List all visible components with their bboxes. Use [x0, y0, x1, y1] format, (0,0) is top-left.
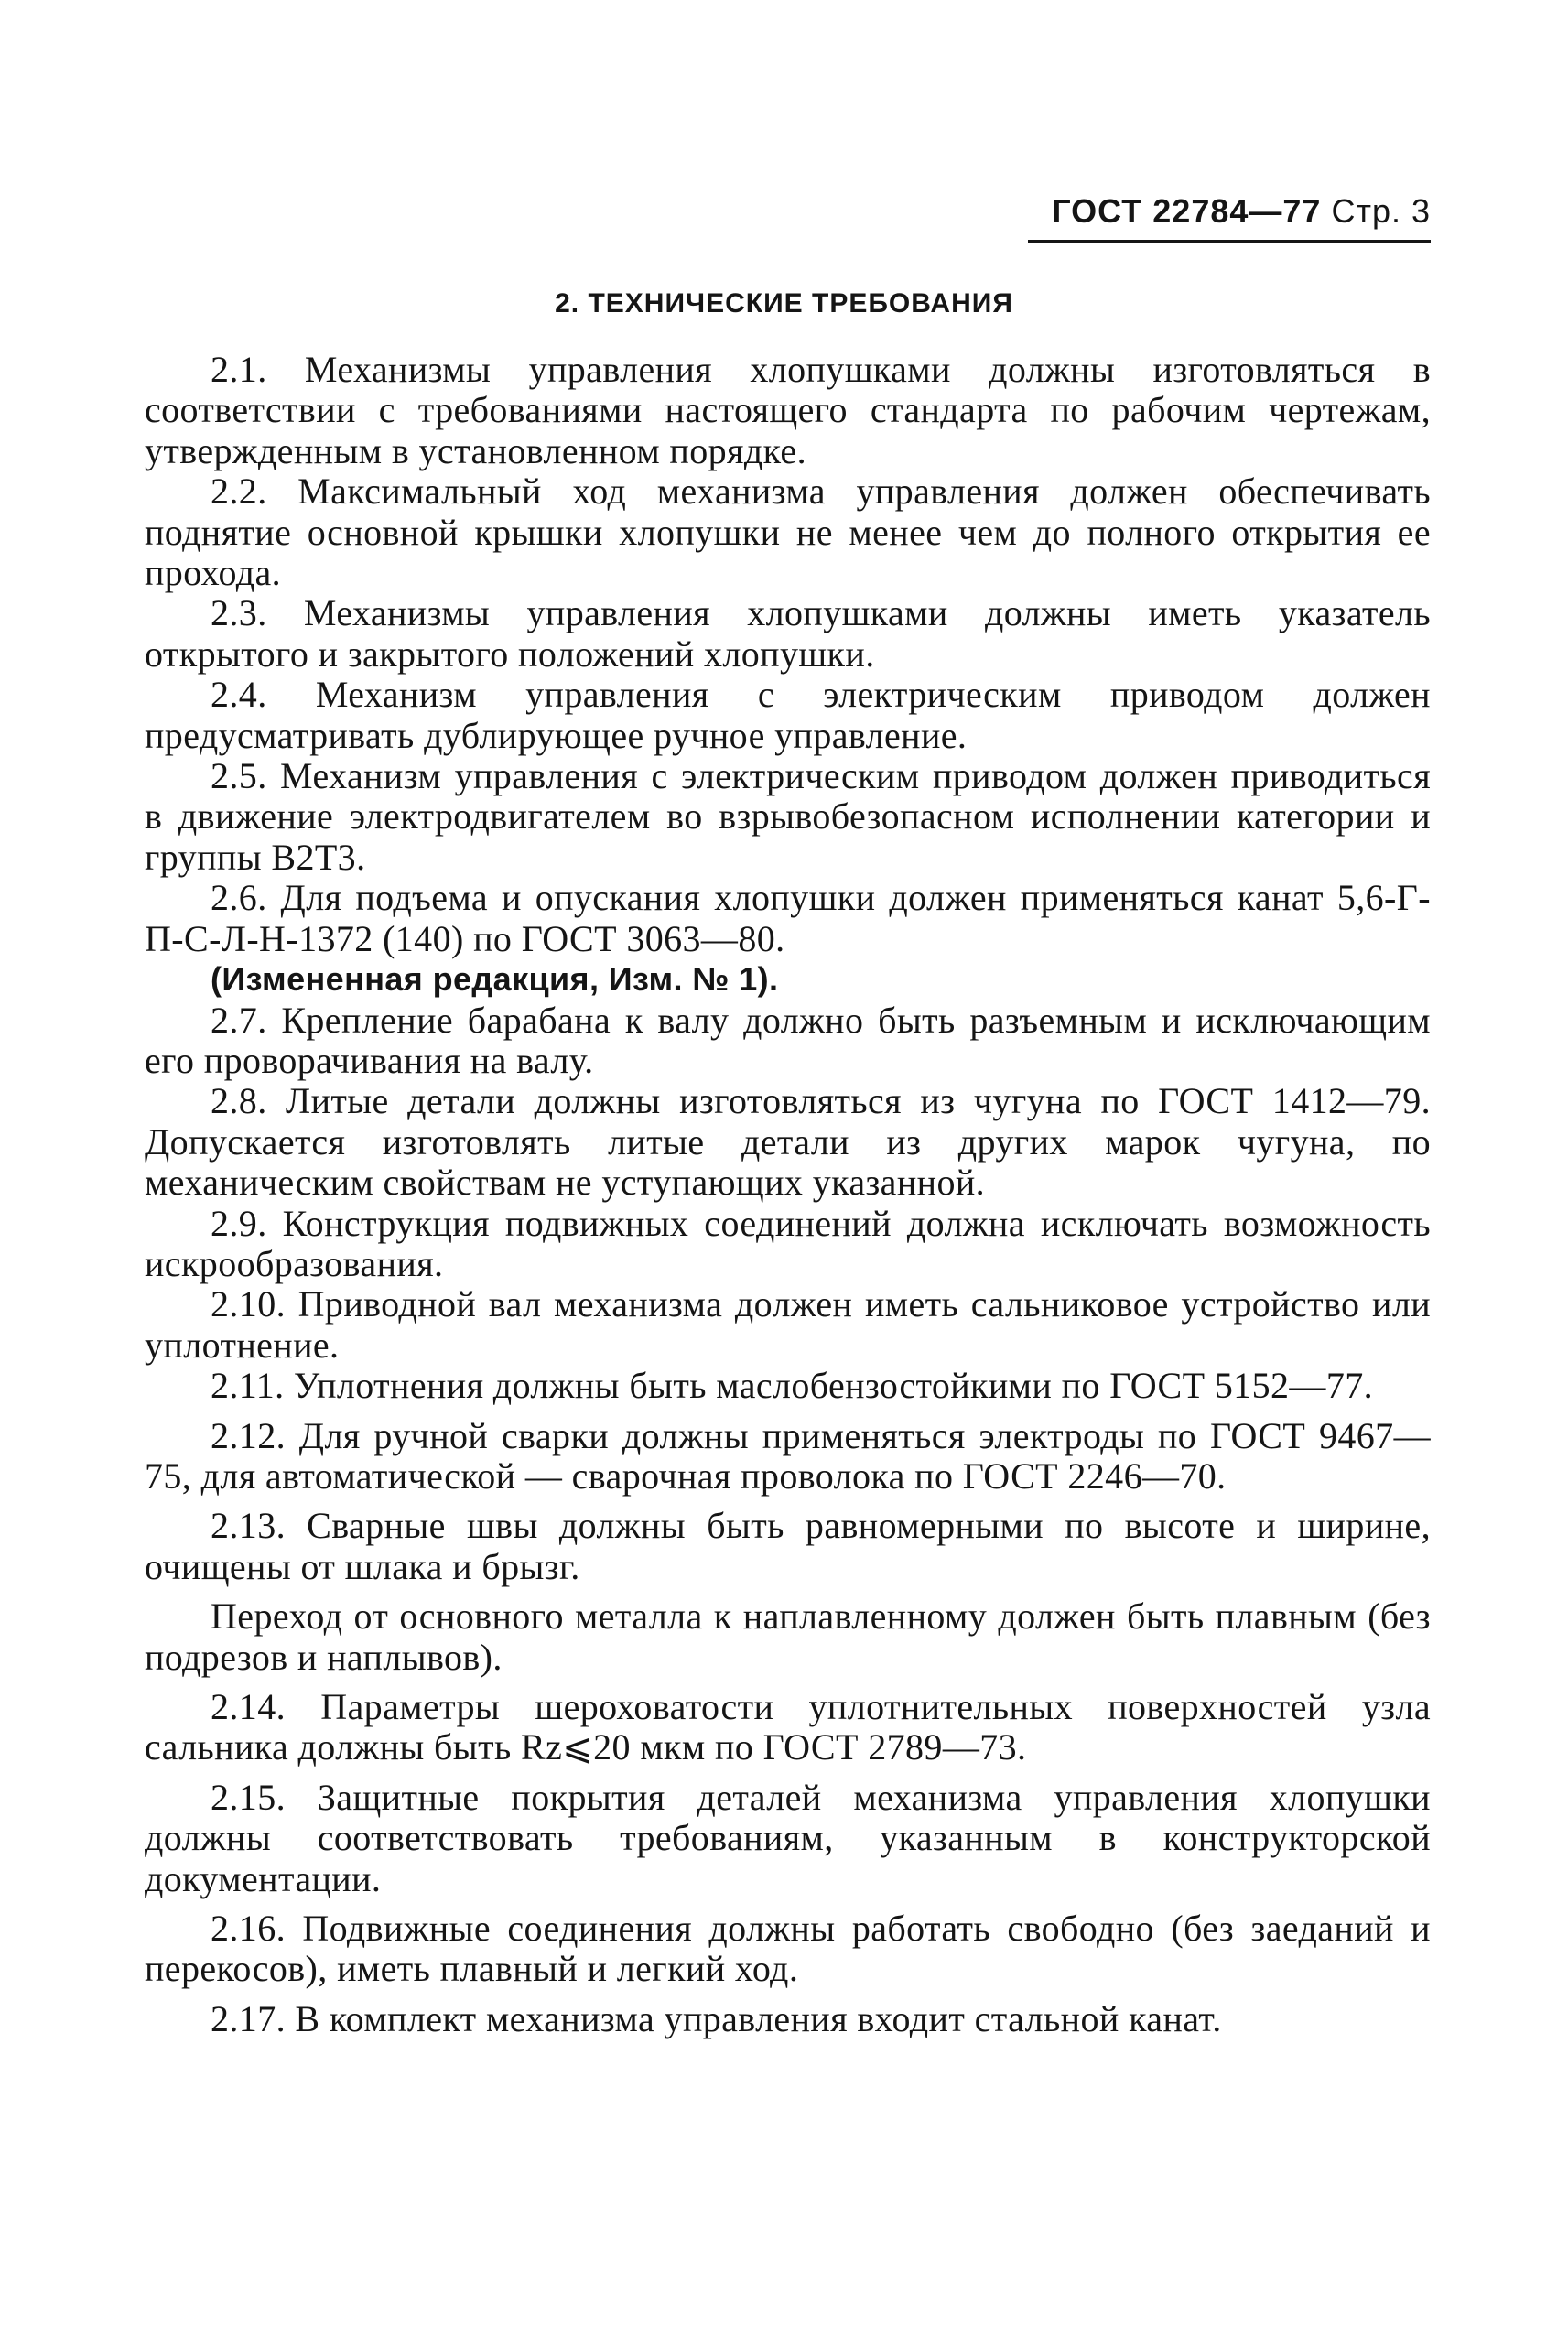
amendment-note: (Измененная редакция, Изм. № 1). [211, 960, 779, 999]
section-title: 2. ТЕХНИЧЕСКИЕ ТРЕБОВАНИЯ [555, 288, 1013, 319]
paragraph-2-13-continued: Переход от основного металла к наплавленному должен быть плавным (без подрезов и наплывов). [145, 1595, 1431, 1678]
paragraph-2-9: 2.9. Конструкция подвижных соединений должна исключать возможность искрообразования. [145, 1202, 1431, 1284]
section-body [145, 350, 1431, 2039]
paragraph-2-13: 2.13. Сварные швы должны быть равномерными по высоте и ширине, очищены от шлака и брызг. [145, 1505, 1431, 1587]
paragraph-2-1: 2.1. Механизмы управления хлопушками должны изготовляться в соответствии с требованиями настоящего стандарта по рабочим чертежам, утвержденным в установленном порядке. [145, 349, 1431, 471]
paragraph-2-11: 2.11. Уплотнения должны быть маслобензостойкими по ГОСТ 5152—77. [211, 1365, 1374, 1407]
paragraph-2-6: 2.6. Для подъема и опускания хлопушки должен применяться канат 5,6-Г-П-С-Л-Н-1372 (140) по ГОСТ 3063—80. [145, 877, 1431, 959]
paragraph-2-12: 2.12. Для ручной сварки должны применяться электроды по ГОСТ 9467—75, для автоматической — сварочная проволока по ГОСТ 2246—70. [145, 1414, 1431, 1497]
paragraph-2-7: 2.7. Крепление барабана к валу должно быть разъемным и исключающим его проворачивания на валу. [145, 999, 1431, 1081]
page-header [1052, 192, 1431, 231]
paragraph-2-14: 2.14. Параметры шероховатости уплотнительных поверхностей узла сальника должны быть Rz⩽20 мкм по ГОСТ 2789—73. [145, 1686, 1431, 1768]
paragraph-2-4: 2.4. Механизм управления с электрическим приводом должен предусматривать дублирующее ручное управление. [145, 674, 1431, 756]
paragraph-2-17: 2.17. В комплект механизма управления входит стальной канат. [211, 1997, 1222, 2039]
paragraph-2-15: 2.15. Защитные покрытия деталей механизма управления хлопушки должны соответствовать требованиям, указанным в конструкторской документации. [145, 1776, 1431, 1899]
paragraph-2-8: 2.8. Литые детали должны изготовляться из чугуна по ГОСТ 1412—79. Допускается изготовлять литые детали из других марок чугуна, по механическим свойствам не уступающих указанной. [145, 1080, 1431, 1204]
paragraph-2-10: 2.10. Приводной вал механизма должен иметь сальниковое устройство или уплотнение. [145, 1283, 1431, 1366]
paragraph-2-2: 2.2. Максимальный ход механизма управления должен обеспечивать поднятие основной крышки хлопушки не менее чем до полного открытия ее прохода. [145, 470, 1431, 594]
paragraph-2-16: 2.16. Подвижные соединения должны работать свободно (без заеданий и перекосов), иметь плавный и легкий ход. [145, 1908, 1431, 1990]
paragraph-2-3: 2.3. Механизмы управления хлопушками должны иметь указатель открытого и закрытого положений хлопушки. [145, 592, 1431, 675]
document-id: ГОСТ 22784—77 [1052, 192, 1322, 230]
page-number: Стр. 3 [1331, 192, 1431, 230]
paragraph-2-5: 2.5. Механизм управления с электрическим приводом должен приводиться в движение электродвигателем во взрывобезопасном исполнении категории и группы В2Т3. [145, 755, 1431, 878]
header-rule [1028, 240, 1431, 243]
